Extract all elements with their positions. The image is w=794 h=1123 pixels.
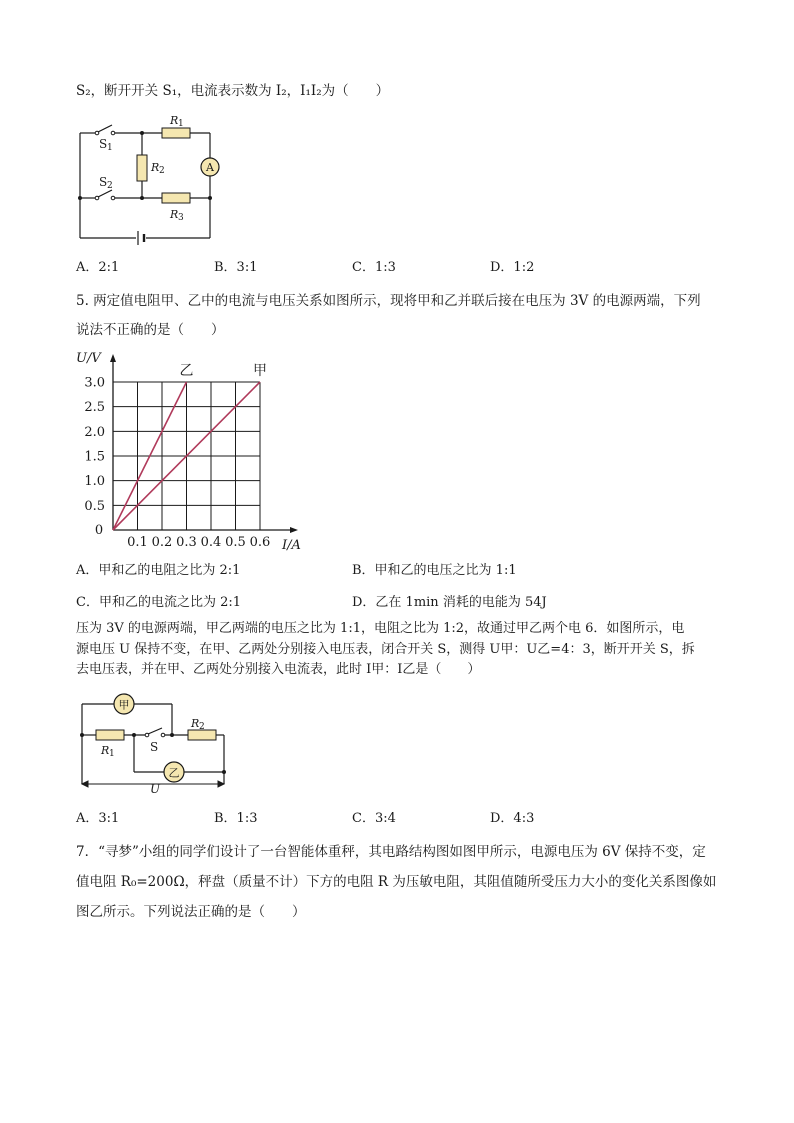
q6-option-a[interactable]: A．3:1	[76, 811, 120, 826]
q6-r1-label: R	[101, 744, 110, 757]
x-tick-label: 0.2	[151, 535, 173, 550]
q4-option-a[interactable]: A．2:1	[76, 260, 120, 275]
s1-sub: 1	[107, 143, 113, 153]
y-axis-label: U/V	[76, 351, 101, 366]
y-tick-label: 3.0	[84, 375, 105, 391]
origin-label: 0	[94, 523, 104, 538]
q5-stem-line2: 说法不正确的是（ ）	[76, 322, 225, 338]
fragment-line1: 压为 3V 的电源两端，甲乙两端的电压之比为 1:1，电阻之比为 1:2，故通过甲乙两个电 6．如图所示，电	[76, 621, 685, 636]
s2-sub: 2	[107, 181, 113, 191]
y-axis-arrow	[110, 354, 116, 362]
q5-ui-chart	[60, 342, 320, 560]
y-tick-label: 2.5	[84, 400, 105, 416]
resistor-r1	[162, 128, 190, 138]
fragment-line2: 源电压 U 保持不变，在甲、乙两处分别接入电压表，闭合开关 S，测得 U甲：U乙=4：3，断开开关 S，拆	[76, 642, 695, 657]
q6-u-label: U	[150, 782, 161, 796]
q5-option-d[interactable]: D．乙在 1min 消耗的电能为 54J	[352, 595, 547, 610]
s1-label: S	[99, 137, 108, 151]
resistor-r2	[137, 155, 147, 181]
ammeter-label: A	[206, 161, 214, 174]
meter-jia-label: 甲	[118, 698, 130, 712]
r3-sub: 3	[178, 213, 184, 223]
y-tick-label: 1.0	[84, 474, 105, 490]
s2-label: S	[99, 175, 108, 189]
r1-sub: 1	[178, 119, 184, 129]
fragment-line3: 去电压表，并在甲、乙两处分别接入电流表，此时 I甲：I乙是（ ）	[76, 662, 481, 677]
r2-label: R	[151, 161, 160, 174]
q7-stem-line3: 图乙所示。下列说法正确的是（ ）	[76, 904, 306, 920]
q5-option-b[interactable]: B．甲和乙的电压之比为 1:1	[352, 563, 517, 578]
q6-option-d[interactable]: D．4:3	[490, 811, 535, 826]
q7-stem-line1: 7．“寻梦”小组的同学们设计了一台智能体重秤，其电路结构图如图甲所示，电源电压为 6V 保持不变，定	[76, 844, 706, 860]
r2-sub: 2	[159, 166, 165, 176]
q5-option-c[interactable]: C．甲和乙的电流之比为 2:1	[76, 595, 242, 610]
x-tick-label: 0.6	[249, 535, 271, 550]
q4-option-d[interactable]: D．1:2	[490, 260, 535, 275]
x-tick-label: 0.3	[176, 535, 197, 550]
x-axis-arrow	[290, 527, 298, 533]
x-tick-label: 0.1	[127, 535, 148, 550]
q5-stem-line1: 5. 两定值电阻甲、乙中的电流与电压关系如图所示，现将甲和乙并联后接在电压为 3V 的电源两端，下列	[76, 293, 701, 309]
q6-option-c[interactable]: C．3:4	[352, 811, 396, 826]
q7-stem-line2: 值电阻 R₀=200Ω，秤盘（质量不计）下方的电阻 R 为压敏电阻，其阻值随所受压力大小的变化关系图像如	[76, 874, 717, 890]
x-tick-label: 0.4	[200, 535, 222, 550]
q6-r1-sub: 1	[109, 749, 115, 759]
q4-option-c[interactable]: C．1:3	[352, 260, 396, 275]
meter-yi-label: 乙	[168, 766, 180, 780]
q6-s-label: S	[150, 740, 159, 754]
q6-r2-sub: 2	[199, 722, 205, 732]
q6-circuit-diagram	[70, 690, 240, 798]
series-name-yi: 乙	[179, 363, 194, 379]
x-tick-label: 0.5	[225, 535, 246, 550]
y-tick-label: 2.0	[84, 424, 105, 440]
y-tick-label: 0.5	[84, 498, 105, 514]
y-tick-label: 1.5	[84, 449, 105, 465]
q4-option-b[interactable]: B．3:1	[214, 260, 258, 275]
series-name-jia: 甲	[253, 363, 267, 379]
x-axis-label: I/A	[282, 538, 301, 553]
q4-circuit-diagram	[70, 108, 230, 248]
q6-r2-label: R	[191, 717, 200, 730]
resistor-r3	[162, 193, 190, 203]
r3-label: R	[170, 208, 179, 221]
q5-option-a[interactable]: A．甲和乙的电阻之比为 2:1	[76, 563, 241, 578]
q6-option-b[interactable]: B．1:3	[214, 811, 258, 826]
r1-label: R	[170, 114, 179, 127]
q4-stem: S₂，断开开关 S₁，电流表示数为 I₂，I₁I₂为（ ）	[76, 83, 390, 99]
resistor-r1	[96, 730, 124, 740]
